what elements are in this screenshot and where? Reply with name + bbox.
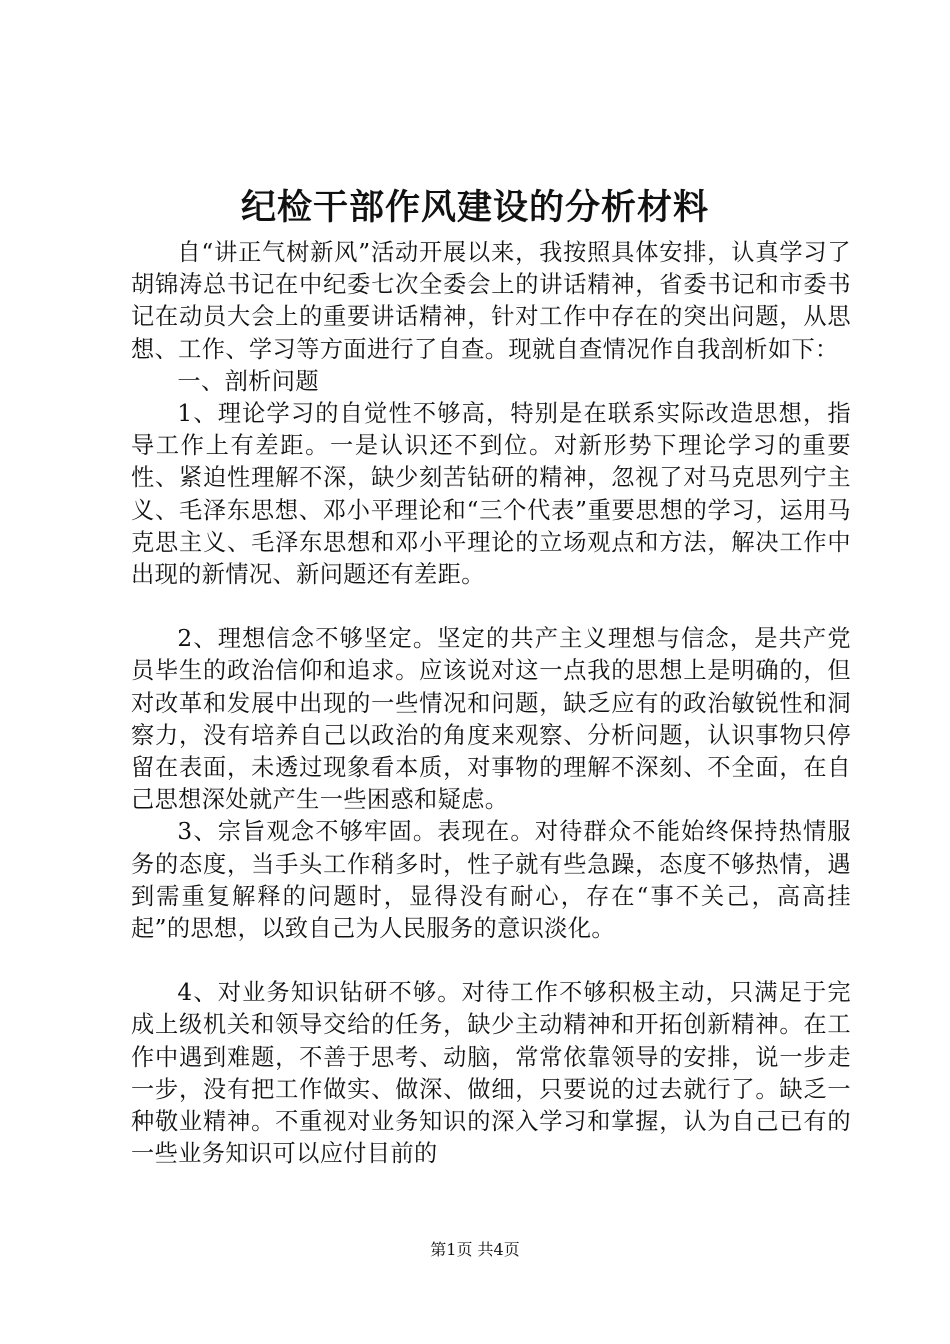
issue-paragraph-1: 1、理论学习的自觉性不够高，特别是在联系实际改造思想，指导工作上有差距。一是认识还不到位。对新形势下理论学习的重要性、紧迫性理解不深，缺少刻苦钻研的精神，忽视了对马克思列宁主义、毛泽东思想、邓小平理论和“三个代表”重要思想的学习，运用马克思主义、毛泽东思想和邓小平理论的立场观点和方法，解决工作中出现的新情况、新问题还有差距。: [131, 400, 851, 589]
issue-paragraph-2: 2、理想信念不够坚定。坚定的共产主义理想与信念，是共产党员毕生的政治信仰和追求。应该说对这一点我的思想上是明确的，但对改革和发展中出现的一些情况和问题，缺乏应有的政治敏锐性和洞察力，没有培养自己以政治的角度来观察、分析问题，认识事物只停留在表面，未透过现象看本质，对事物的理解不深刻、不全面，在自己思想深处就产生一些困惑和疑虑。: [131, 625, 851, 814]
issue-paragraph-3: 3、宗旨观念不够牢固。表现在。对待群众不能始终保持热情服务的态度，当手头工作稍多时，性子就有些急躁，态度不够热情，遇到需重复解释的问题时，显得没有耐心，存在“事不关己，高高挂起”的思想，以致自己为人民服务的意识淡化。: [131, 818, 851, 943]
section-heading: 一、剖析问题: [177, 367, 319, 395]
document-body: [131, 237, 851, 1170]
issue-paragraph-4: 4、对业务知识钻研不够。对待工作不够积极主动，只满足于完成上级机关和领导交给的任务，缺少主动精神和开拓创新精神。在工作中遇到难题，不善于思考、动脑，常常依靠领导的安排，说一步走一步，没有把工作做实、做深、做细，只要说的过去就行了。缺乏一种敬业精神。不重视对业务知识的深入学习和掌握，认为自己已有的一些业务知识可以应付目前的: [131, 979, 851, 1168]
intro-paragraph: 自“讲正气树新风”活动开展以来，我按照具体安排，认真学习了胡锦涛总书记在中纪委七次全委会上的讲话精神，省委书记和市委书记在动员大会上的重要讲话精神，针对工作中存在的突出问题，从思想、工作、学习等方面进行了自查。现就自查情况作自我剖析如下：: [131, 239, 851, 363]
page-footer: 第1页 共4页: [430, 1240, 520, 1259]
document-title: 纪检干部作风建设的分析材料: [240, 188, 709, 228]
